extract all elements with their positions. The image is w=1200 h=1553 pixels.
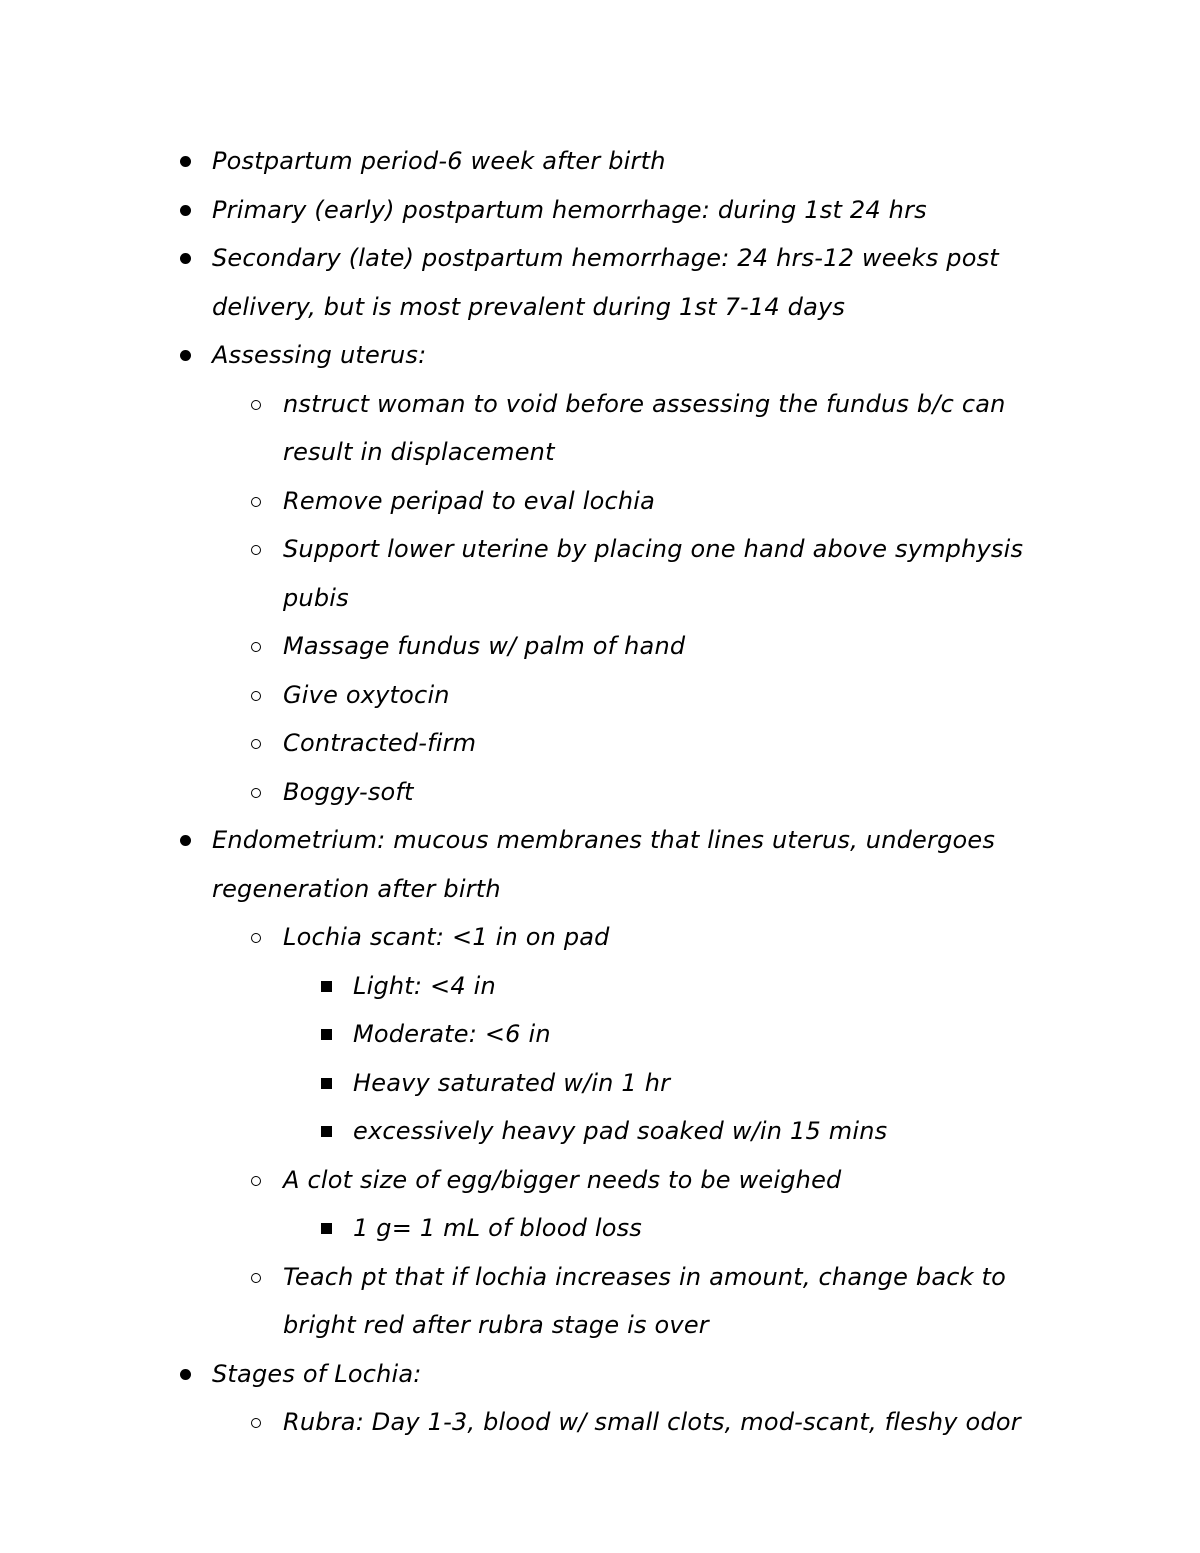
list-item-text: nstruct woman to void before assessing the fundus b/c can result in displacement (283, 389, 1006, 466)
sub-sub-list-item (0, 1204, 1200, 1253)
disc-bullet-icon (180, 1369, 191, 1380)
list-item-text: Massage fundus w/ palm of hand (283, 632, 686, 660)
circle-bullet-icon (251, 400, 261, 410)
sub-list-item (0, 768, 1200, 817)
sub-list-item (0, 913, 1200, 962)
circle-bullet-icon (251, 1418, 261, 1428)
disc-bullet-icon (180, 835, 191, 846)
list-item-text: Support lower uterine by placing one hand above symphysis pubis (283, 535, 1024, 612)
list-item-text: Light: <4 in (353, 971, 496, 1000)
list-item-text: Teach pt that if lochia increases in amount, change back to bright red after rubra stage is over (283, 1262, 1007, 1339)
circle-bullet-icon (251, 1273, 261, 1283)
sub-list-item (0, 525, 1200, 622)
circle-bullet-icon (251, 497, 261, 507)
square-bullet-icon (321, 1029, 332, 1040)
circle-bullet-icon (251, 545, 261, 555)
circle-bullet-icon (251, 739, 261, 749)
list-item (0, 816, 1200, 913)
notes-list (0, 137, 1200, 1447)
list-item-text: Moderate: <6 in (353, 1020, 551, 1048)
square-bullet-icon (321, 1078, 332, 1089)
sub-list-item (0, 1156, 1200, 1205)
list-item-text: Stages of Lochia: (212, 1359, 422, 1388)
list-item-text: Endometrium: mucous membranes that lines uterus, undergoes regeneration after birth (212, 826, 996, 903)
sub-sub-list-item (0, 1107, 1200, 1156)
list-item-text: A clot size of egg/bigger needs to be weighed (283, 1165, 842, 1194)
disc-bullet-icon (180, 205, 191, 216)
list-item-text: Secondary (late) postpartum hemorrhage: 24 hrs-12 weeks post delivery, but is most prevalent during 1st 7-14 days (212, 244, 999, 321)
sub-list-item (0, 477, 1200, 526)
sub-list-item (0, 1253, 1200, 1350)
sub-list-item (0, 622, 1200, 671)
list-item (0, 186, 1200, 235)
list-item (0, 1350, 1200, 1399)
list-item-text: Boggy-soft (283, 777, 414, 806)
list-item (0, 331, 1200, 380)
list-item-text: Contracted-firm (283, 729, 477, 757)
circle-bullet-icon (251, 788, 261, 798)
list-item-text: Give oxytocin (283, 680, 450, 709)
list-item-text: Remove peripad to eval lochia (283, 486, 656, 515)
list-item-text: Lochia scant: <1 in on pad (283, 923, 610, 951)
list-item-text: 1 g= 1 mL of blood loss (353, 1214, 643, 1242)
circle-bullet-icon (251, 933, 261, 943)
list-item-text: excessively heavy pad soaked w/in 15 mins (353, 1117, 888, 1145)
square-bullet-icon (321, 981, 332, 992)
list-item-text: Assessing uterus: (212, 341, 427, 369)
sub-list-item (0, 671, 1200, 720)
square-bullet-icon (321, 1126, 332, 1137)
square-bullet-icon (321, 1223, 332, 1234)
list-item-text: Heavy saturated w/in 1 hr (353, 1068, 671, 1097)
list-item-text: Rubra: Day 1-3, blood w/ small clots, mod-scant, fleshy odor (283, 1408, 1021, 1436)
disc-bullet-icon (180, 253, 191, 264)
list-item (0, 234, 1200, 331)
sub-sub-list-item (0, 962, 1200, 1011)
list-item-text: Primary (early) postpartum hemorrhage: during 1st 24 hrs (212, 195, 927, 224)
circle-bullet-icon (251, 642, 261, 652)
sub-list-item (0, 1398, 1200, 1447)
sub-list-item (0, 719, 1200, 768)
sub-list-item (0, 380, 1200, 477)
list-item (0, 137, 1200, 186)
sub-sub-list-item (0, 1010, 1200, 1059)
list-item-text: Postpartum period-6 week after birth (212, 147, 666, 175)
disc-bullet-icon (180, 350, 191, 361)
circle-bullet-icon (251, 1176, 261, 1186)
circle-bullet-icon (251, 691, 261, 701)
sub-sub-list-item (0, 1059, 1200, 1108)
disc-bullet-icon (180, 156, 191, 167)
